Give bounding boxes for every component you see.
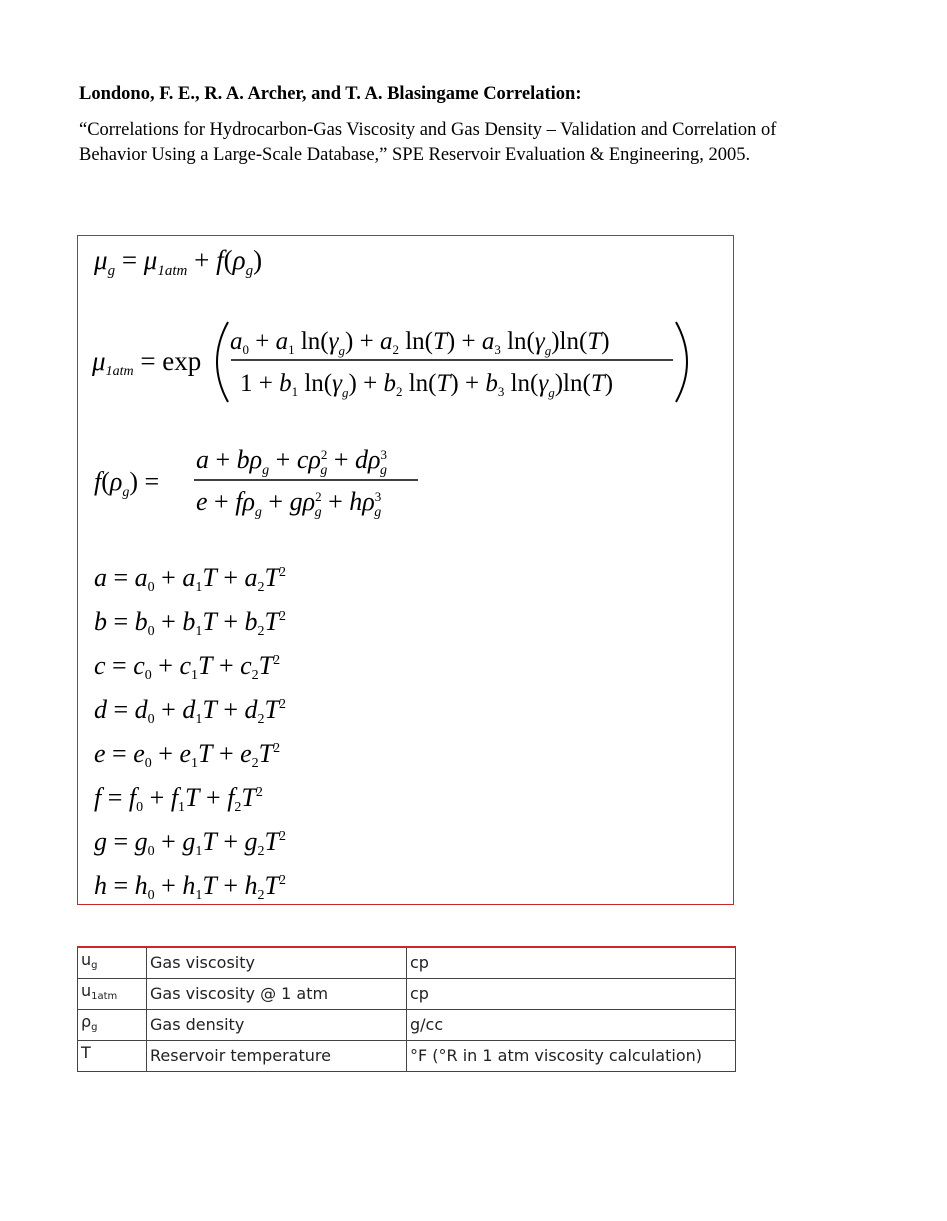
svg-text:1 + b1 ln(γg) + b2 ln(T) + b3: $1 + b_1$ $\ln(\gamma_g) + b_2$ $\ln(T) + b_3$ $\ln(\gamma_g)\ln(T)$ bbox=[240, 370, 614, 400]
units-cell: cp bbox=[407, 979, 736, 1010]
equation-viscosity-1atm bbox=[91, 322, 687, 402]
units-cell: cp bbox=[407, 947, 736, 979]
symbol-cell: $\rho_g$ bbox=[78, 1010, 147, 1041]
units-cell: g/cc bbox=[407, 1010, 736, 1041]
svg-text:μg = μ1atm + f(ρg): $\mu_g = \mu_{1atm} + f(\rho_g)$ bbox=[94, 245, 263, 279]
table-row bbox=[78, 979, 736, 1010]
variables-table bbox=[77, 946, 736, 1072]
reference-citation: “Correlations for Hydrocarbon-Gas Viscosity and Gas Density – Validation and Correlation of Behavior Using a Large-Scale Database,” SPE Reservoir Evaluation & Engineering, 2005. bbox=[79, 120, 777, 165]
equation-e: $e = e0 + e1T + e2T^2$ bbox=[94, 739, 281, 771]
description-cell: Reservoir temperature bbox=[147, 1041, 407, 1072]
equation-b: $b = b0 + b1T + b2T^2$ bbox=[94, 607, 286, 639]
symbol-cell: $u_{1atm}$ bbox=[78, 979, 147, 1010]
symbol-cell: $u_g$ bbox=[78, 947, 147, 979]
equation-h: $h = h0 + h1T + h2T^2$ bbox=[94, 871, 286, 903]
table-row bbox=[78, 1010, 736, 1041]
table-row bbox=[78, 1041, 736, 1072]
symbol-cell: T bbox=[78, 1041, 147, 1072]
description-cell: Gas viscosity @ 1 atm bbox=[147, 979, 407, 1010]
units-cell: °F (°R in 1 atm viscosity calculation) bbox=[407, 1041, 736, 1072]
equation-c: $c = c0 + c1T + c2T^2$ bbox=[94, 651, 281, 683]
description-cell: Gas density bbox=[147, 1010, 407, 1041]
equation-a: $a = a0 + a1T + a2T^2$ bbox=[94, 563, 286, 595]
equation-g: $g = g0 + g1T + g2T^2$ bbox=[94, 827, 286, 859]
svg-text:f(ρg) =: $f(\rho_g)$ = bbox=[94, 467, 160, 500]
document-title: Londono, F. E., R. A. Archer, and T. A. Blasingame Correlation: bbox=[79, 84, 582, 104]
svg-text:e + fρg + gρ2g + hρ3g: $e + f\rho_g + g\rho^2$ $g + h\rho^3$ g bbox=[196, 487, 382, 520]
equation-d: $d = d0 + d1T + d2T^2$ bbox=[94, 695, 286, 727]
equation-f-rho bbox=[94, 445, 418, 520]
equation-viscosity bbox=[93, 245, 262, 279]
description-cell: Gas viscosity bbox=[147, 947, 407, 979]
svg-text:a0 + a1 ln(γg) + a2 ln(T) + a3: $a_0 + a_1$ $\ln(\gamma_g) + a_2$ $\ln(T) + a_3$ $\ln(\gamma_g)\ln(T)$ bbox=[230, 328, 610, 358]
svg-text:μ1atm = exp: $\mu_{1atm} = \exp$ bbox=[92, 346, 202, 379]
table-row bbox=[78, 947, 736, 979]
equations-image bbox=[78, 236, 733, 904]
svg-text:a + bρg + cρ2g + dρ3g: $a + b\rho_g + c\rho^2$ $g + d\rho^3$ g bbox=[196, 445, 388, 478]
equations-box bbox=[77, 235, 734, 905]
equation-f: $f = f0 + f1T + f2T^2$ bbox=[94, 783, 263, 815]
coefficient-equations bbox=[94, 563, 286, 903]
